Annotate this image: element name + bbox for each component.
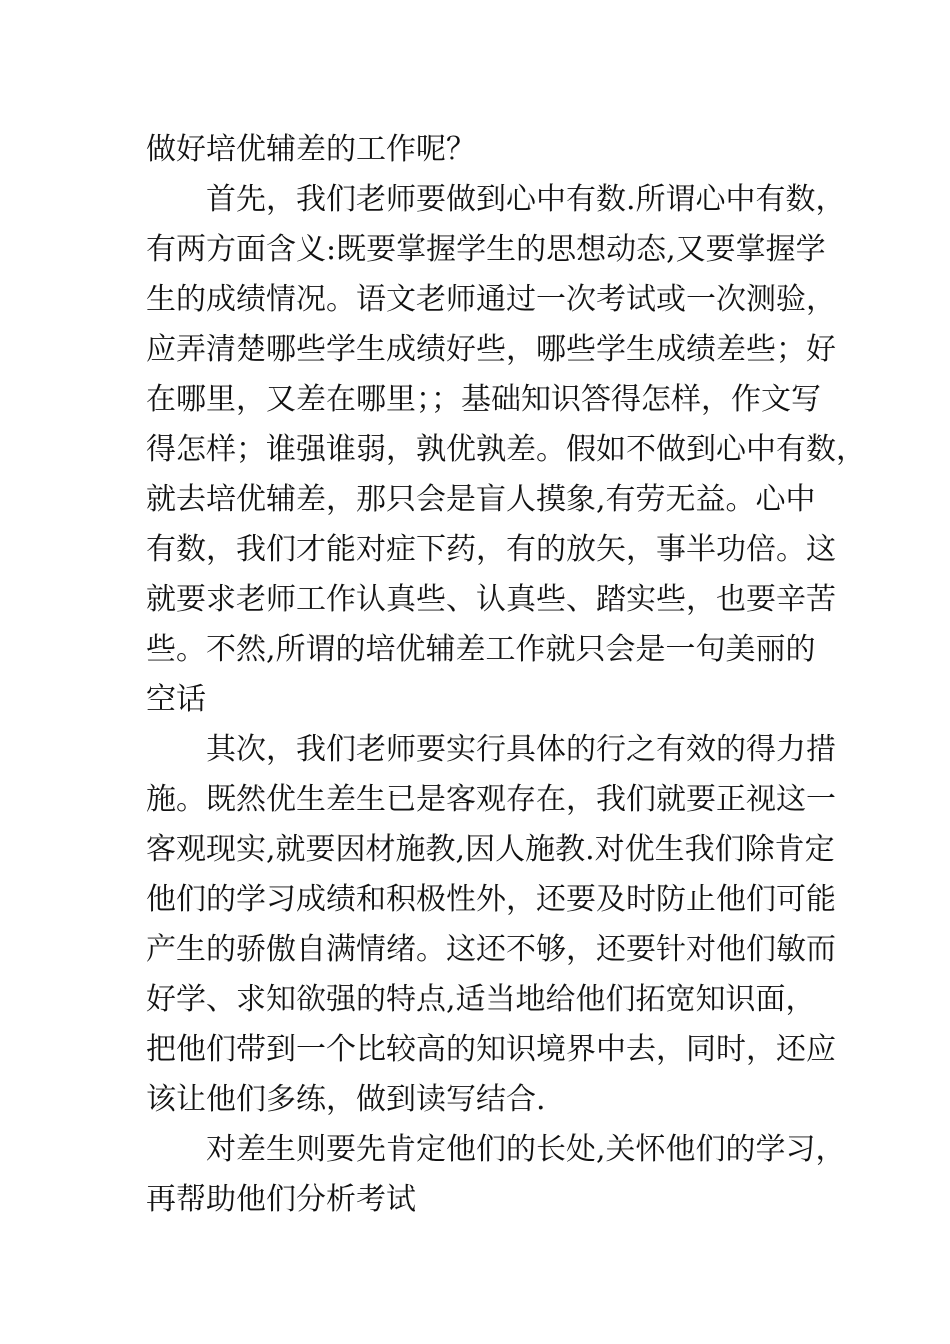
text-line: 好学、求知欲强的特点,适当地给他们拓宽知识面，: [146, 982, 816, 1017]
text-line: 再帮助他们分析考试: [146, 1182, 416, 1217]
text-line: 生的成绩情况。语文老师通过一次考试或一次测验，: [146, 282, 836, 317]
text-line: 些。不然,所谓的培优辅差工作就只会是一句美丽的: [146, 632, 816, 667]
text-line: 他们的学习成绩和积极性外，还要及时防止他们可能: [146, 882, 836, 917]
text-line: 就要求老师工作认真些、认真些、踏实些，也要辛苦: [146, 582, 836, 617]
paragraph-first-line: 其次，我们老师要实行具体的行之有效的得力措: [206, 732, 836, 767]
text-line: 应弄清楚哪些学生成绩好些，哪些学生成绩差些；好: [146, 332, 836, 367]
paragraph-first-line: 首先，我们老师要做到心中有数.所谓心中有数，: [206, 182, 846, 217]
text-line: 在哪里，又差在哪里；；基础知识答得怎样，作文写: [146, 382, 821, 417]
paragraph-first-line: 对差生则要先肯定他们的长处,关怀他们的学习，: [206, 1132, 846, 1167]
text-line: 得怎样；谁强谁弱，孰优孰差。假如不做到心中有数，: [146, 432, 866, 467]
text-line: 空话: [146, 682, 206, 717]
text-line: 做好培优辅差的工作呢？: [146, 132, 476, 167]
text-line: 客观现实,就要因材施教,因人施教.对优生我们除肯定: [146, 832, 835, 867]
text-line: 施。既然优生差生已是客观存在，我们就要正视这一: [146, 782, 836, 817]
text-line: 产生的骄傲自满情绪。这还不够，还要针对他们敏而: [146, 932, 836, 967]
text-line: 有数，我们才能对症下药，有的放矢，事半功倍。这: [146, 532, 836, 567]
text-line: 该让他们多练，做到读写结合.: [146, 1082, 546, 1117]
text-line: 有两方面含义:既要掌握学生的思想动态,又要掌握学: [146, 232, 826, 267]
text-line: 就去培优辅差，那只会是盲人摸象,有劳无益。心中: [146, 482, 816, 517]
text-line: 把他们带到一个比较高的知识境界中去，同时，还应: [146, 1032, 836, 1067]
